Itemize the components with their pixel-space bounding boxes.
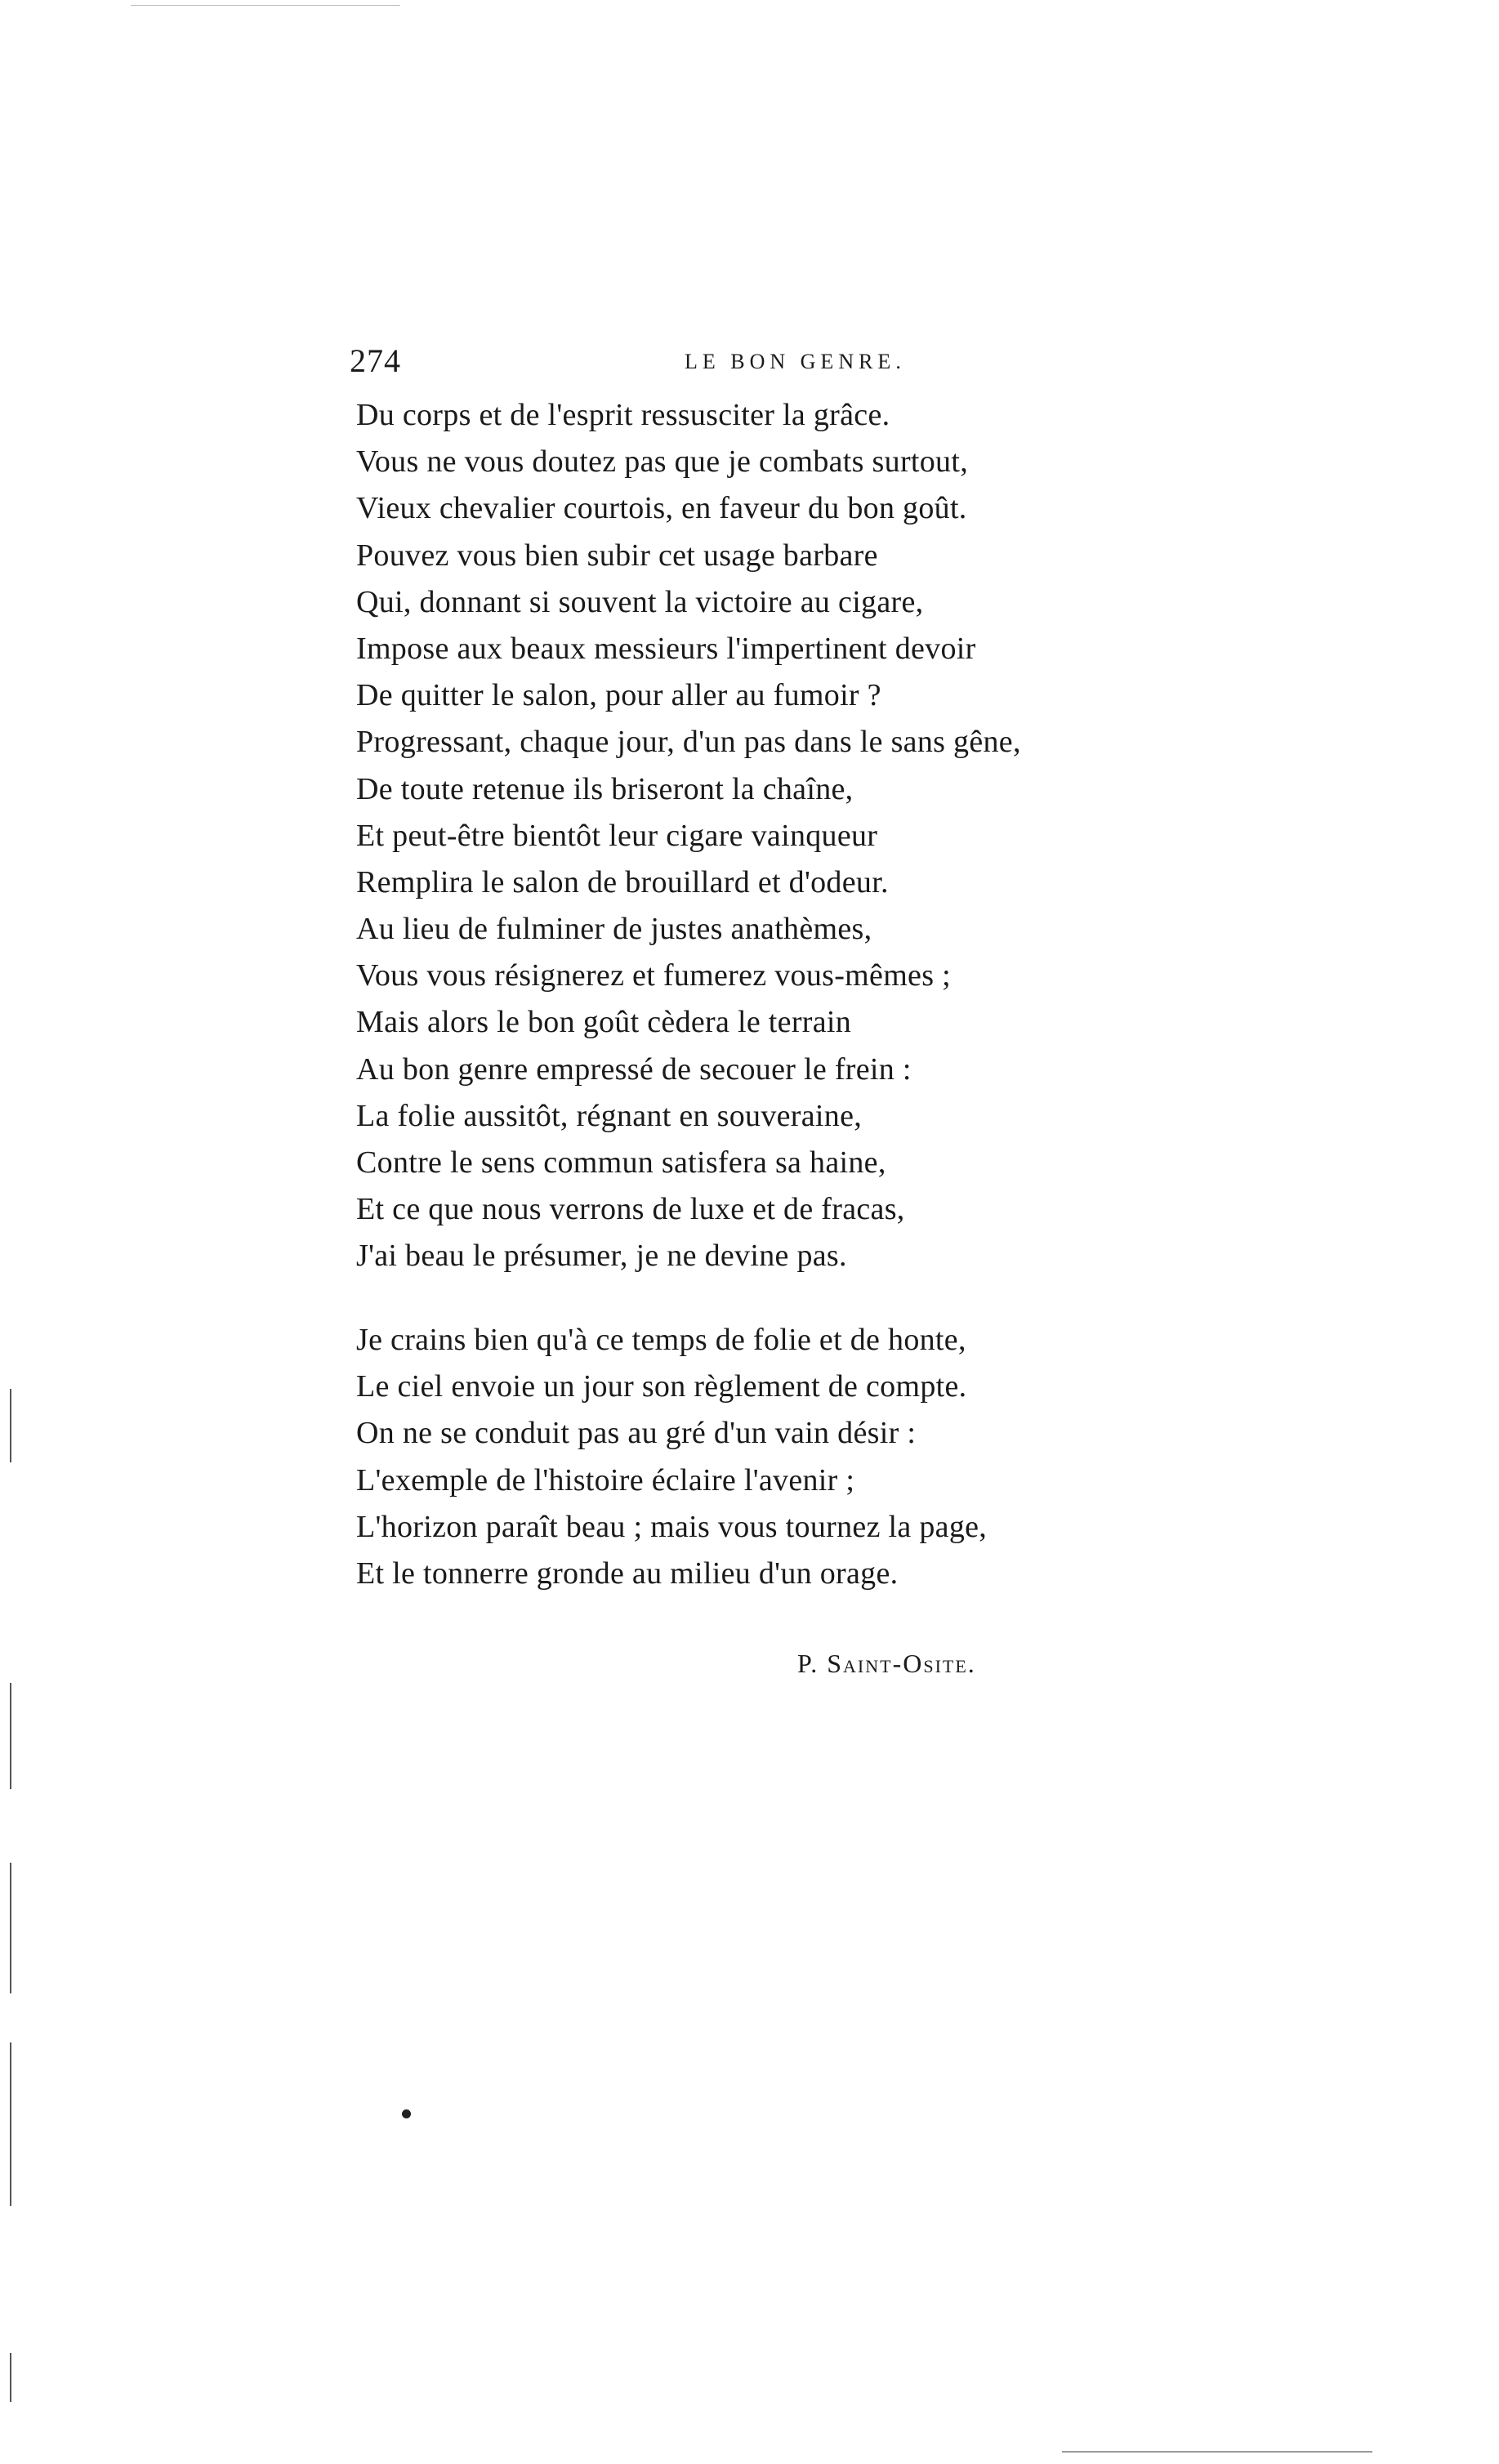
scan-mark bbox=[10, 1389, 11, 1462]
verse-line: L'exemple de l'histoire éclaire l'avenir ; bbox=[356, 1462, 855, 1498]
scan-mark bbox=[10, 2353, 11, 2402]
verse-line: Vieux chevalier courtois, en faveur du bon goût. bbox=[356, 491, 967, 526]
verse-line: Impose aux beaux messieurs l'impertinent devoir bbox=[356, 631, 976, 666]
verse-line: De quitter le salon, pour aller au fumoir ? bbox=[356, 678, 881, 713]
page-header bbox=[350, 341, 1167, 391]
verse-line: L'horizon paraît beau ; mais vous tournez la page, bbox=[356, 1509, 988, 1544]
verse-line: Je crains bien qu'à ce temps de folie et de honte, bbox=[356, 1323, 966, 1357]
verse-line: Vous ne vous doutez pas que je combats surtout, bbox=[356, 444, 969, 480]
verse-line: Et ce que nous verrons de luxe et de fracas, bbox=[356, 1192, 905, 1227]
verse-line: Et peut-être bientôt leur cigare vainqueur bbox=[356, 818, 878, 853]
running-title: LE BON GENRE. bbox=[685, 350, 906, 373]
verse-line: La folie aussitôt, régnant en souveraine, bbox=[356, 1098, 863, 1133]
verse-line: Et le tonnerre gronde au milieu d'un orage. bbox=[356, 1556, 899, 1591]
page-number: 274 bbox=[350, 342, 401, 379]
verse-line: Progressant, chaque jour, d'un pas dans le sans gêne, bbox=[356, 725, 1021, 760]
verse-line: Au lieu de fulminer de justes anathèmes, bbox=[356, 912, 872, 947]
scan-mark bbox=[10, 1683, 11, 1789]
verse-line: De toute retenue ils briseront la chaîne, bbox=[356, 771, 854, 806]
verse-line: Au bon genre empressé de secouer le frein : bbox=[356, 1051, 912, 1087]
verse-line: Le ciel envoie un jour son règlement de compte. bbox=[356, 1369, 967, 1404]
verse-line: Contre le sens commun satisfera sa haine, bbox=[356, 1145, 886, 1180]
scan-mark bbox=[10, 1863, 11, 1993]
verse-line: Vous vous résignerez et fumerez vous-mêmes ; bbox=[356, 958, 951, 993]
scan-mark bbox=[10, 2042, 11, 2206]
ink-dot bbox=[402, 2109, 411, 2118]
verse-line: Du corps et de l'esprit ressusciter la grâce. bbox=[356, 398, 890, 432]
stanza-1 bbox=[356, 392, 1021, 1280]
verse-line: Remplira le salon de brouillard et d'odeur. bbox=[356, 864, 889, 899]
author-signature: P. Saint-Osite. bbox=[797, 1649, 976, 1678]
verse-line: J'ai beau le présumer, je ne devine pas. bbox=[356, 1239, 847, 1274]
scan-mark bbox=[131, 5, 400, 6]
verse-line: Mais alors le bon goût cèdera le terrain bbox=[356, 1005, 852, 1040]
stanza-2 bbox=[356, 1317, 987, 1597]
verse-line: Qui, donnant si souvent la victoire au cigare, bbox=[356, 584, 924, 619]
verse-line: Pouvez vous bien subir cet usage barbare bbox=[356, 538, 878, 573]
scan-mark bbox=[1062, 2451, 1372, 2453]
verse-line: On ne se conduit pas au gré d'un vain désir : bbox=[356, 1416, 917, 1451]
